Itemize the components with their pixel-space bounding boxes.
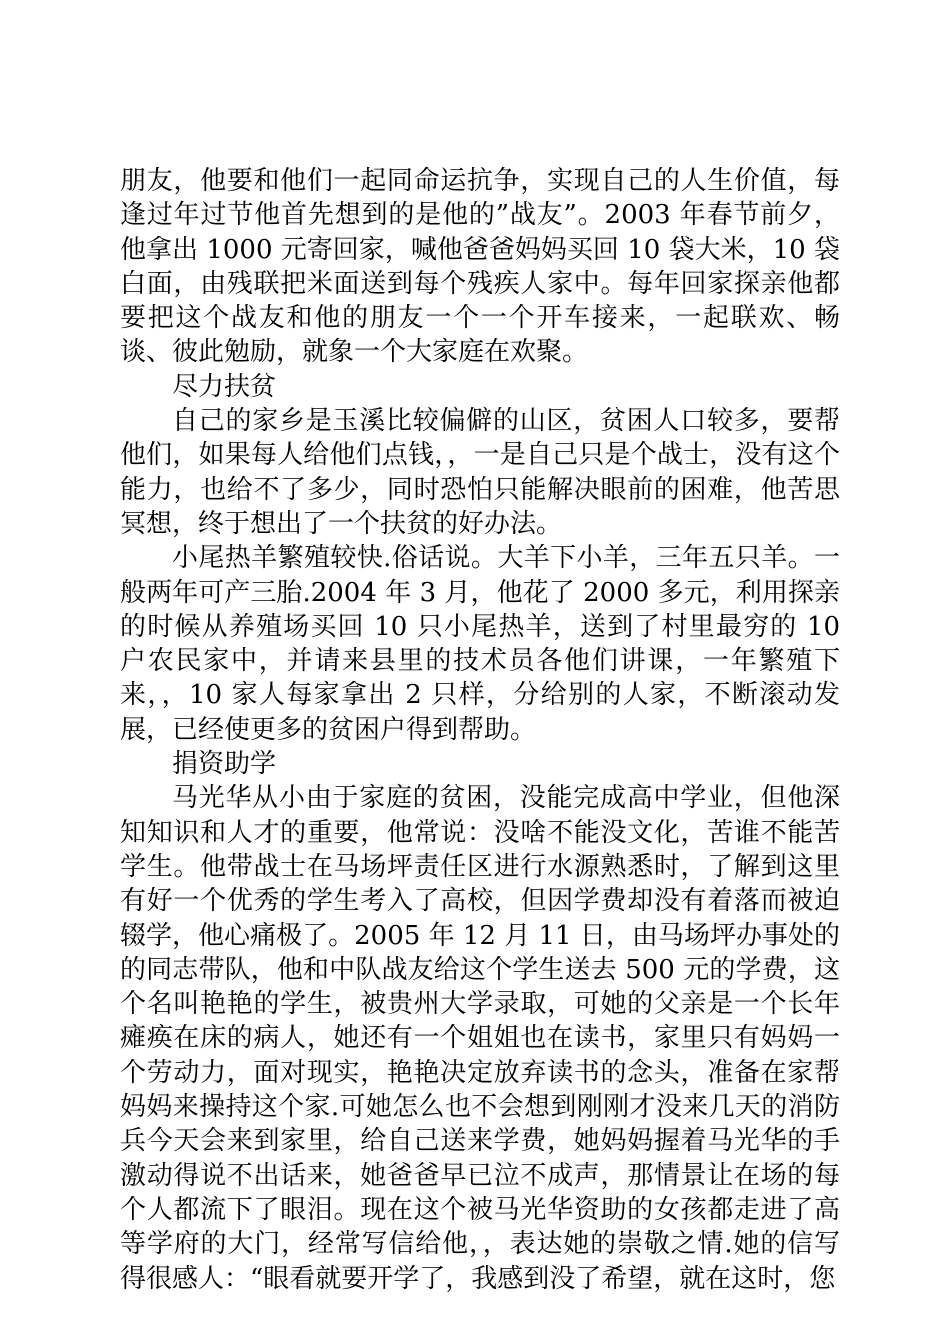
section-heading-education: 捐资助学 [172, 749, 277, 780]
document-body [120, 164, 840, 1296]
paragraph-sheep: 小尾热羊繁殖较快.俗话说。大羊下小羊，三年五只羊。一般两年可产三胎.2004 年 3 月，他花了 2000 多元，利用探亲的时候从养殖场买回 10 只小尾热羊，送到了村里最穷的 10 户农民家中，并请来县里的技术员各他们讲课，一年繁殖下来，，10 家人每家拿出 2 只样，分给别的人家，不断滚动发展，已经使更多的贫困户得到帮助。 [120, 543, 840, 745]
paragraph-education: 马光华从小由于家庭的贫困，没能完成高中学业，但他深知知识和人才的重要，他常说：没啥不能没文化，苦谁不能苦学生。他带战士在马场坪责任区进行水源熟悉时，了解到这里有好一个优秀的学生考入了高校，但因学费却没有着落而被迫辍学，他心痛极了。2005 年 12 月 11 日，由马场坪办事处的的同志带队，他和中队战友给这个学生送去 500 元的学费，这个名叫艳艳的学生，被贵州大学录取，可她的父亲是一个长年瘫痪在床的病人，她还有一个姐姐也在读书，家里只有妈妈一个劳动力，面对现实，艳艳决定放弃读书的念头，准备在家帮妈妈来操持这个家.可她怎么也不会想到刚刚才没来几天的消防兵今天会来到家里，给自己送来学费，她妈妈握着马光华的手激动得说不出话来，她爸爸早已泣不成声，那情景让在场的每个人都流下了眼泪。现在这个被马光华资助的女孩都走进了高等学府的大门，经常写信给他，，表达她的崇敬之情.她的信写得很感人：“眼看就要开学了，我感到没了希望，就在这时，您 [120, 783, 840, 1294]
paragraph-poverty-intro: 自己的家乡是玉溪比较偏僻的山区，贫困人口较多，要帮他们，如果每人给他们点钱，，一是自己只是个战士，没有这个能力，也给不了多少，同时恐怕只能解决眼前的困难，他苦思冥想，终于想出了一个扶贫的好办法。 [120, 406, 840, 539]
section-heading-poverty: 尽力扶贫 [172, 371, 277, 402]
paragraph-friends: 朋友，他要和他们一起同命运抗争，实现自己的人生价值，每逢过年过节他首先想到的是他的”战友”。2003 年春节前夕，他拿出 1000 元寄回家，喊他爸爸妈妈买回 10 袋大米，10 袋白面，由残联把米面送到每个残疾人家中。每年回家探亲他都要把这个战友和他的朋友一个一个开车接来，一起联欢、畅谈、彼此勉励，就象一个大家庭在欢聚。 [120, 166, 840, 368]
